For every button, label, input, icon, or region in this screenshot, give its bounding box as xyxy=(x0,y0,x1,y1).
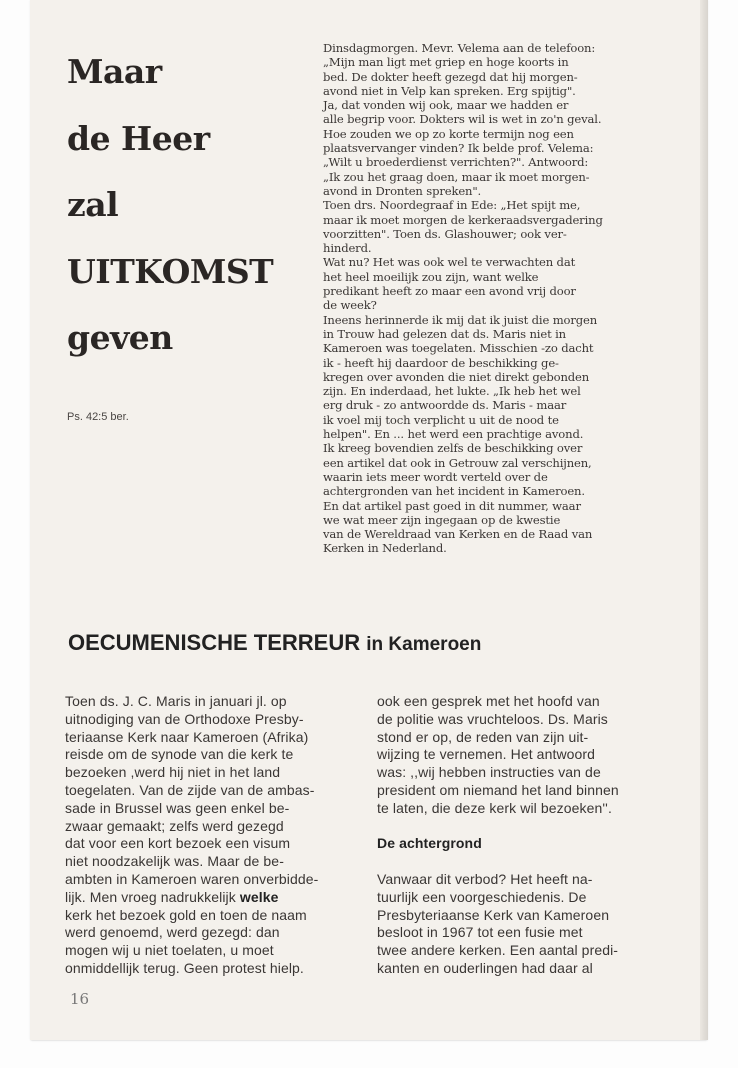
text-line: predikant heeft zo maar een avond vrij door xyxy=(323,284,576,299)
scripture-reference: Ps. 42:5 ber. xyxy=(67,411,129,423)
sidebar-title xyxy=(67,50,273,383)
text-line: we wat meer zijn ingegaan op de kwestie xyxy=(323,512,561,527)
text-line: toegelaten. Van de zijde van de ambas- xyxy=(65,781,315,798)
text-line: een artikel dat ook in Getrouw zal verschijnen, xyxy=(323,455,592,470)
text-line: besloot in 1967 tot een fusie met xyxy=(377,924,583,941)
text-line: Wat nu? Het was ook wel te verwachten dat xyxy=(323,255,576,270)
subheading: De achtergrond xyxy=(377,835,482,852)
text-line: kerk het bezoek gold en toen de naam xyxy=(65,906,307,923)
text-line: stond er op, de reden van zijn uit- xyxy=(377,728,589,745)
text-line: En dat artikel past goed in dit nummer, waar xyxy=(323,498,581,513)
title-line: Maar xyxy=(67,52,162,91)
intro-text xyxy=(323,41,603,556)
text-line: „Ik zou het graag doen, maar ik moet morgen- xyxy=(323,169,590,184)
text-line: Toen drs. Noordegraaf in Ede: „Het spijt me, xyxy=(323,198,581,213)
text-line: zwaar gemaakt; zelfs werd gezegd xyxy=(65,817,284,834)
text-line: waarin iets meer wordt verteld over de xyxy=(323,469,548,484)
title-line: zal xyxy=(67,185,119,224)
text-line xyxy=(65,889,370,907)
title-line: de Heer xyxy=(67,118,210,158)
text-line: president om niemand het land binnen xyxy=(377,781,619,798)
text-line: „Mijn man ligt met griep en hoge koorts in xyxy=(323,55,569,70)
emphasis-word: welke xyxy=(239,888,279,905)
page-edge xyxy=(700,0,708,1040)
text-line: Ineens herinnerde ik mij dat ik juist die morgen xyxy=(323,312,598,327)
article-heading xyxy=(68,630,481,656)
text-line: te laten, die deze kerk wil bezoeken''. xyxy=(377,799,612,816)
text-line: plaatsvervanger vinden? Ik belde prof. Velema: xyxy=(323,141,594,156)
text-line: avond niet in Velp kan spreken. Erg spijtig". xyxy=(323,83,576,98)
text-line: in Trouw had gelezen dat ds. Maris niet in xyxy=(323,326,566,341)
text-line: reisde om de synode van die kerk te xyxy=(65,746,294,763)
text-line: Hoe zouden we op zo korte termijn nog een xyxy=(323,126,574,141)
text-line: was: ,,wij hebben instructies van de xyxy=(377,764,601,781)
article-heading-sub: in Kameroen xyxy=(366,634,482,655)
text-line: Kameroen was toegelaten. Misschien -zo dacht xyxy=(323,341,594,356)
text-line: wijzing te vernemen. Het antwoord xyxy=(377,746,596,763)
title-line: geven xyxy=(67,318,173,357)
text-line: Presbyteriaanse Kerk van Kameroen xyxy=(377,906,610,923)
text-line: niet noodzakelijk was. Maar de be- xyxy=(65,853,284,870)
text-line: van de Wereldraad van Kerken en de Raad van xyxy=(323,527,593,542)
text-line: bezoeken ,werd hij niet in het land xyxy=(65,764,281,781)
text-line: ook een gesprek met het hoofd van xyxy=(377,693,600,709)
text-line: kanten en ouderlingen had daar al xyxy=(377,959,593,976)
text-line: Kerken in Nederland. xyxy=(323,541,447,556)
text-line: Toen ds. J. C. Maris in januari jl. op xyxy=(65,693,287,709)
text-line: teriaanse Kerk naar Kameroen (Afrika) xyxy=(65,728,309,745)
text-line: ambten in Kameroen waren onverbidde- xyxy=(65,870,319,887)
text-line: helpen". En ... het werd een prachtige avond. xyxy=(323,427,584,442)
text-line: sade in Brussel was geen enkel be- xyxy=(65,799,290,816)
text-line: de week? xyxy=(323,298,377,313)
text-line: ik voel mij toch verplicht u uit de nood te xyxy=(323,412,559,427)
text-line: mogen wij u niet toelaten, u moet xyxy=(65,942,274,959)
text-line: kregen over avonden die niet direkt gebonden xyxy=(323,369,590,384)
text-line: „Wilt u broederdienst verrichten?". Antwoord: xyxy=(323,155,589,170)
article-column-right xyxy=(377,693,682,978)
text-line: dat voor een kort bezoek een visum xyxy=(65,835,291,852)
text-line: alle begrip voor. Dokters wil is wet in zo'n geval. xyxy=(323,112,602,127)
text-line: tuurlijk een voorgeschiedenis. De xyxy=(377,888,587,905)
text-line: twee andere kerken. Een aantal predi- xyxy=(377,942,619,959)
text-line: uitnodiging van de Orthodoxe Presby- xyxy=(65,710,304,727)
text-line: achtergronden van het incident in Kameroen. xyxy=(323,484,585,499)
text-line: maar ik moet morgen de kerkeraadsvergadering xyxy=(323,212,603,227)
text-line: zijn. En inderdaad, het lukte. „Ik heb het wel xyxy=(323,384,581,399)
page-number: 16 xyxy=(70,990,90,1008)
text-line: de politie was vruchteloos. Ds. Maris xyxy=(377,710,608,727)
text-line: Ja, dat vonden wij ook, maar we hadden er xyxy=(323,98,569,113)
text-line: Ik kreeg bovendien zelfs de beschikking over xyxy=(323,441,583,456)
text-line: voorzitten". Toen ds. Glashouwer; ook ver- xyxy=(323,226,567,241)
text-line: Dinsdagmorgen. Mevr. Velema aan de telefoon: xyxy=(323,41,596,55)
article-heading-main: OECUMENISCHE TERREUR xyxy=(68,630,361,655)
text-line: bed. De dokter heeft gezegd dat hij morgen- xyxy=(323,69,578,84)
text-fragment: lijk. Men vroeg nadrukkelijk xyxy=(65,888,240,905)
text-line: erg druk - zo antwoordde ds. Maris - maar xyxy=(323,398,567,413)
text-line: onmiddellijk terug. Geen protest hielp. xyxy=(65,959,304,976)
text-line: werd genoemd, werd gezegd: dan xyxy=(65,924,280,941)
text-line: ik - heeft hij daardoor de beschikking ge- xyxy=(323,355,559,370)
text-line: Vanwaar dit verbod? Het heeft na- xyxy=(377,870,593,887)
title-line: UITKOMST xyxy=(67,251,274,291)
text-line: het heel moeilijk zou zijn, want welke xyxy=(323,269,539,284)
text-line: avond in Dronten spreken". xyxy=(323,183,482,198)
text-line: hinderd. xyxy=(323,241,372,256)
article-column-left xyxy=(65,693,370,978)
